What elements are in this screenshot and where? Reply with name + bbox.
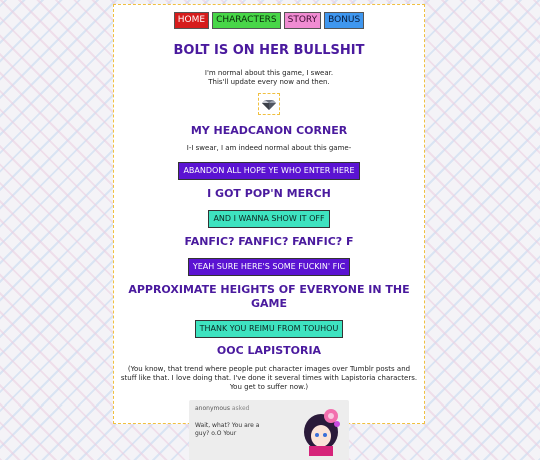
intro-line-1: I'm normal about this game, I swear. [204, 69, 334, 77]
merch-button[interactable]: AND I WANNA SHOW IT OFF [208, 210, 329, 228]
headcanon-heading: MY HEADCANON CORNER [190, 124, 348, 137]
ask-post-card [189, 400, 349, 460]
character-avatar-image [297, 404, 345, 460]
fanfic-button[interactable]: YEAH SURE HERE'S SOME FUCKIN' FIC [188, 258, 350, 276]
heights-heading: APPROXIMATE HEIGHTS OF EVERYONE IN THE GAME [128, 283, 410, 310]
nav-home-button[interactable]: HOME [174, 12, 209, 29]
ooc-description: (You know, that trend where people put character images over Tumblr posts and stuff like that. I love doing that. I've done it several times with Lapistoria characters. You get to suffer now.) [120, 365, 418, 391]
gem-image-frame [258, 93, 280, 115]
ask-verb: asked [231, 405, 250, 412]
page-title: BOLT IS ON HER BULLSHIT [173, 43, 365, 58]
intro-line-2: This'll update every now and then. [208, 78, 330, 86]
heights-button[interactable]: THANK YOU REIMU FROM TOUHOU [195, 320, 344, 338]
fanfic-heading: FANFIC? FANFIC? FANFIC? F [184, 235, 354, 248]
top-navigation [114, 12, 424, 29]
nav-story-button[interactable]: STORY [284, 12, 321, 29]
content-panel [113, 4, 425, 437]
ask-question-text: Wait, what? You are a guy? o.O Your [195, 422, 260, 437]
merch-heading: I GOT POP'N MERCH [207, 187, 331, 200]
ooc-heading: OOC LAPISTORIA [216, 344, 322, 357]
ask-username[interactable]: anonymous [195, 405, 230, 412]
nav-bonus-button[interactable]: BONUS [324, 12, 364, 29]
headcanon-text: I-I swear, I am indeed normal about this game- [186, 144, 352, 152]
headcanon-button[interactable]: ABANDON ALL HOPE YE WHO ENTER HERE [178, 162, 359, 180]
diamond-gem-icon [262, 95, 276, 114]
nav-characters-button[interactable]: CHARACTERS [212, 12, 281, 29]
